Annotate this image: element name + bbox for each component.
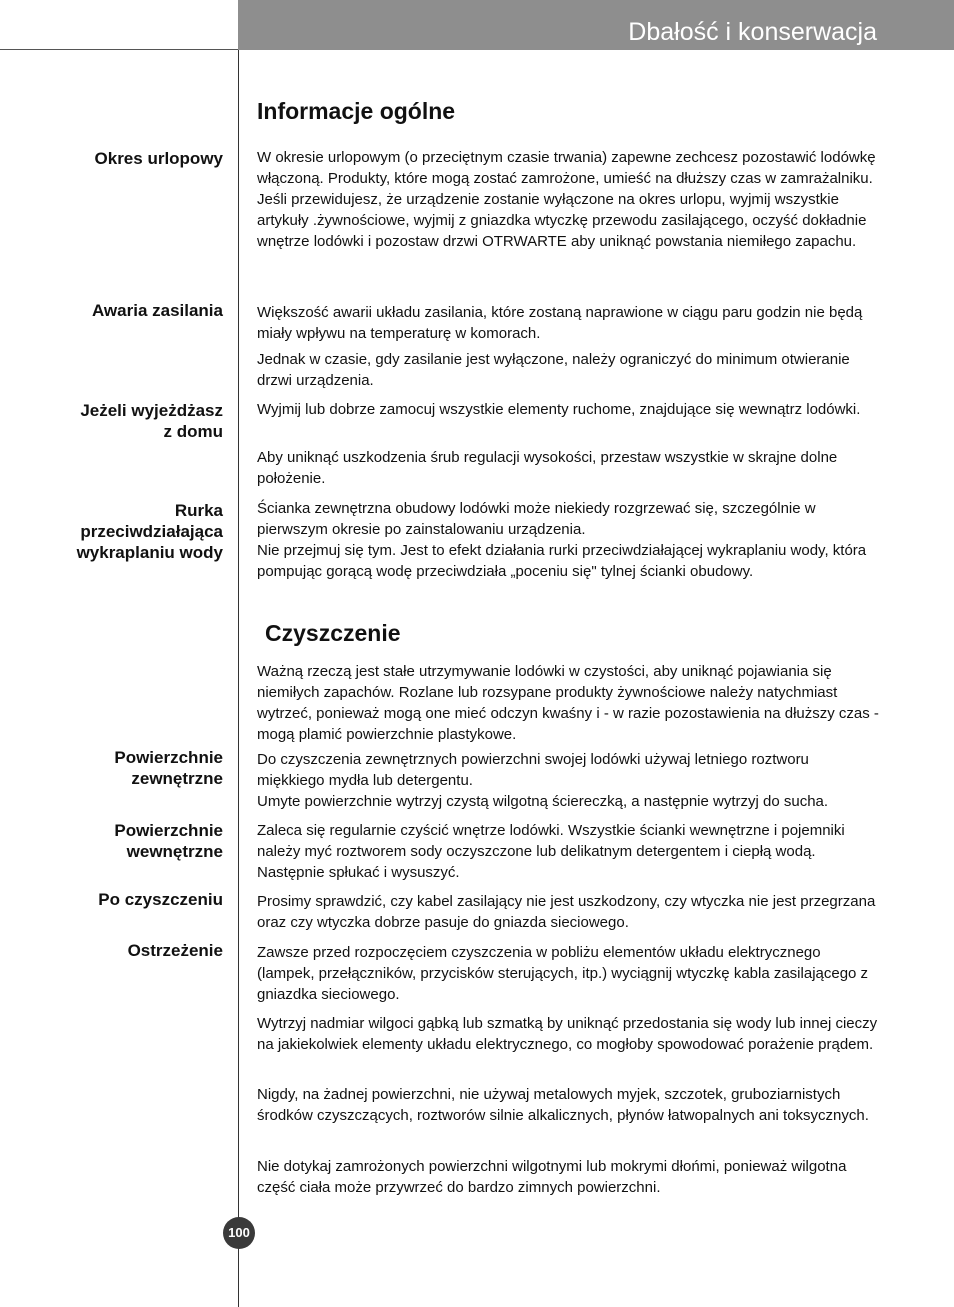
- paragraph-moving-1: Wyjmij lub dobrze zamocuj wszystkie elementy ruchome, znajdujące się wewnątrz lodówki.: [257, 401, 861, 418]
- paragraph-warning-2: Wytrzyj nadmiar wilgoci gąbką lub szmatką by uniknąć przedostania się wody lub innej cieczy na jakiekolwiek elementy układu elektrycznego, co mogłoby spowodować porażenie prądem.: [257, 1015, 878, 1053]
- paragraph-vacation: W okresie urlopowym (o przeciętnym czasie trwania) zapewne zechcesz pozostawić lodówkę włączoną. Produkty, które mogą zostać zamrożone, umieść na dłuższy czas w zamrażalniku. Jeśli przewidujesz, że urządzenie zostanie wyłączone na okres urlopu, wyjmij wszystkie artykuły .żywnościowe, wyjmij z gniazdka wtyczkę przewodu zasilającego, oczyść dokładnie wnętrze lodówki i pozostaw drzwi OTRWARTE aby uniknąć powstania niemiłego zapachu.: [257, 149, 876, 250]
- paragraph-after-cleaning: Prosimy sprawdzić, czy kabel zasilający nie jest uszkodzony, czy wtyczka nie jest przegrzana oraz czy wtyczka dobrze pasuje do gniazda sieciowego.: [257, 893, 876, 931]
- label-exterior: Powierzchnie zewnętrzne: [114, 748, 223, 788]
- label-after-cleaning: Po czyszczeniu: [98, 890, 223, 909]
- paragraph-power-failure-2: Jednak w czasie, gdy zasilanie jest wyłączone, należy ograniczyć do minimum otwieranie drzwi urządzenia.: [257, 351, 850, 389]
- section-heading-general: Informacje ogólne: [257, 98, 456, 124]
- paragraph-power-failure-1: Większość awarii układu zasilania, które zostaną naprawione w ciągu paru godzin nie będą miały wpływu na temperaturę w komorach.: [257, 304, 863, 342]
- header-title: Dbałość i konserwacja: [628, 18, 877, 46]
- paragraph-warning-4: Nie dotykaj zamrożonych powierzchni wilgotnymi lub mokrymi dłońmi, ponieważ wilgotna część ciała może przywrzeć do bardzo zimnych powierzchni.: [257, 1158, 847, 1196]
- column-divider: [238, 50, 239, 1307]
- label-power-failure: Awaria zasilania: [91, 301, 223, 320]
- label-moving: Jeżeli wyjeżdżasz z domu: [80, 401, 223, 441]
- label-interior: Powierzchnie wewnętrzne: [114, 821, 223, 861]
- paragraph-exterior: Do czyszczenia zewnętrznych powierzchni swojej lodówki używaj letniego roztworu miękkiego mydła lub detergentu. Umyte powierzchnie wytrzyj czystą wilgotną ściereczką, a następnie wytrzyj do sucha.: [257, 751, 829, 810]
- label-anti-condensation: Rurka przeciwdziałająca wykraplaniu wody: [76, 501, 223, 562]
- paragraph-anti-condensation: Ścianka zewnętrzna obudowy lodówki może niekiedy rozgrzewać się, szczególnie w pierwszym okresie po zainstalowaniu urządzenia. Nie przejmuj się tym. Jest to efekt działania rurki przeciwdziałającej wykraplaniu wody, która pompując gorącą wodę przeciwdziała „poceniu się" tylnej ścianki obudowy.: [257, 500, 867, 580]
- section-heading-cleaning: Czyszczenie: [265, 620, 401, 646]
- page-number-badge: 100: [223, 1217, 255, 1249]
- paragraph-warning-1: Zawsze przed rozpoczęciem czyszczenia w pobliżu elementów układu elektrycznego (lampek, przełączników, przycisków sterujących, itp.) wyciągnij wtyczkę kabla zasilającego z gniazdka sieciowego.: [257, 944, 869, 1003]
- label-warning: Ostrzeżenie: [127, 941, 223, 960]
- paragraph-warning-3: Nigdy, na żadnej powierzchni, nie używaj metalowych myjek, szczotek, gruboziarnistych środków czyszczących, roztworów silnie alkalicznych, płynów łatwopalnych ani toksycznych.: [257, 1086, 869, 1124]
- header-left-rule: [0, 49, 238, 50]
- header-bar: [238, 0, 954, 50]
- paragraph-interior: Zaleca się regularnie czyścić wnętrze lodówki. Wszystkie ścianki wewnętrzne i pojemniki należy myć roztworem sody oczyszczone lub delikatnym detergentem i ciepłą wodą. Następnie spłukać i wysuszyć.: [257, 822, 845, 881]
- label-vacation: Okres urlopowy: [94, 149, 223, 168]
- paragraph-cleaning-intro: Ważną rzeczą jest stałe utrzymywanie lodówki w czystości, aby uniknąć pojawiania się niemiłych zapachów. Rozlane lub rozsypane produkty żywnościowe należy natychmiast wytrzeć, ponieważ mogą one mieć odczyn kwaśny i ‑ w razie pozostawienia na dłuższy czas ‑ mogą plamić powierzchnie plastykowe.: [257, 663, 879, 743]
- paragraph-moving-2: Aby uniknąć uszkodzenia śrub regulacji wysokości, przestaw wszystkie w skrajne dolne położenie.: [257, 449, 838, 487]
